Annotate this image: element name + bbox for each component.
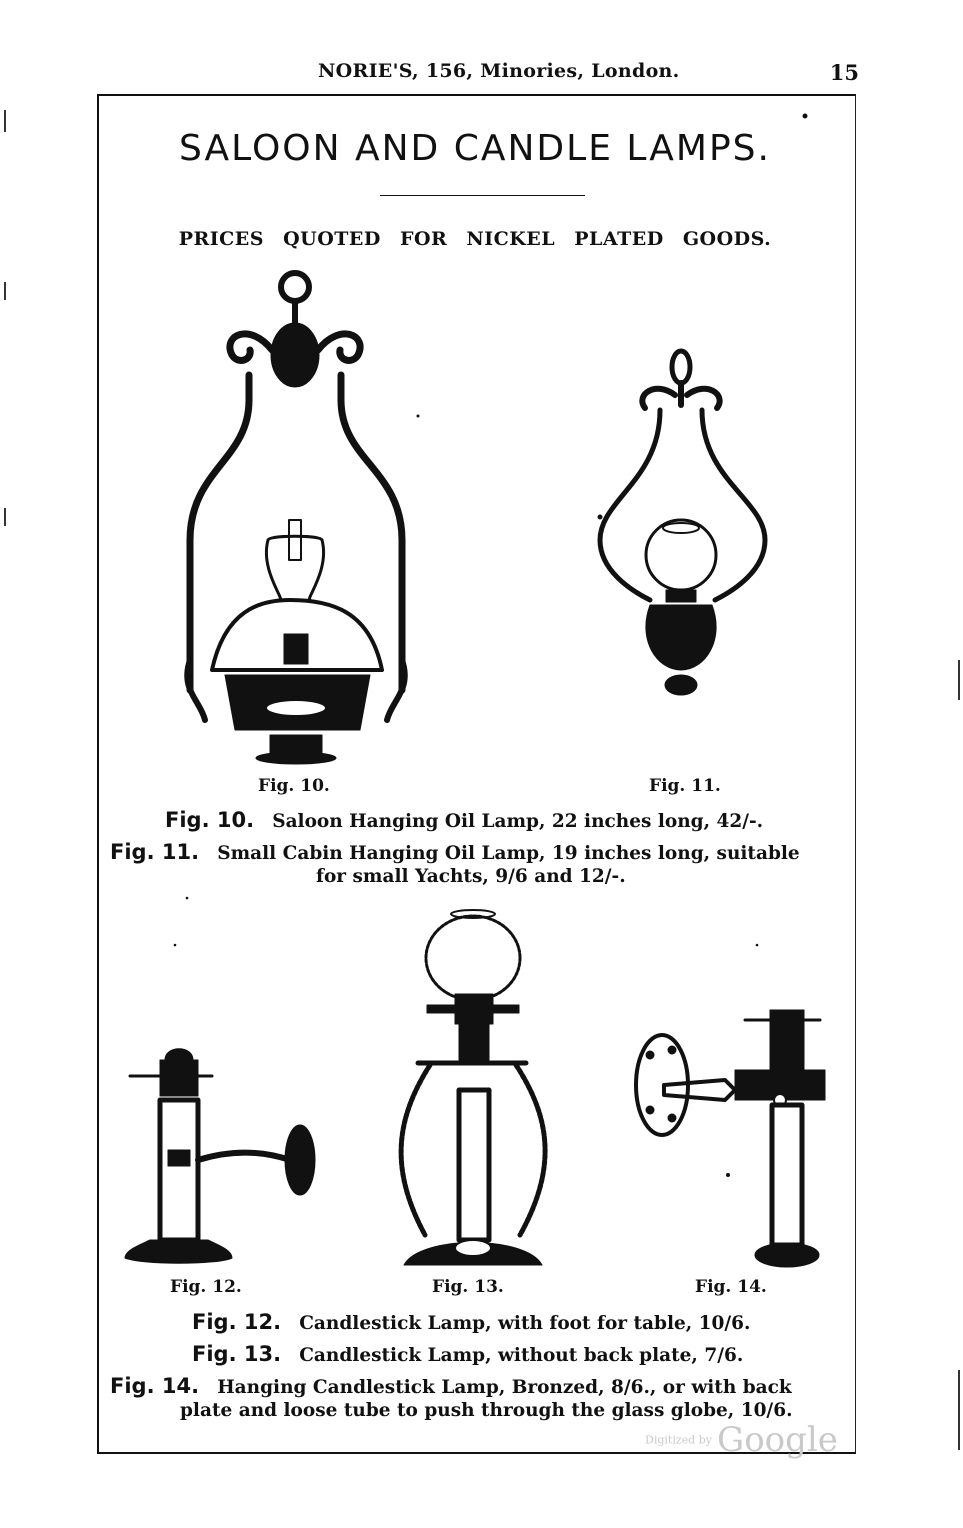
hanging-candlestick-lamp-illustration (636, 1010, 825, 1267)
caption-text: Hanging Candlestick Lamp, Bronzed, 8/6., or with back (217, 1377, 792, 1398)
caption-fig-label: Fig. 14. (110, 1374, 200, 1398)
caption-text: for small Yachts, 9/6 and 12/-. (316, 866, 626, 887)
subtitle: PRICES QUOTED FOR NICKEL PLATED GOODS. (178, 228, 772, 250)
small-cabin-hanging-oil-lamp-illustration (600, 351, 765, 695)
caption-fig-label: Fig. 11. (110, 840, 200, 864)
fig-14-label: Fig. 14. (695, 1277, 767, 1297)
watermark (645, 1420, 838, 1460)
caption-fig-10 (165, 808, 763, 834)
caption-fig-13 (192, 1342, 743, 1368)
fig-13-label: Fig. 13. (432, 1277, 504, 1297)
caption-fig-11-cont (316, 864, 626, 889)
caption-text: plate and loose tube to push through the glass globe, 10/6. (180, 1400, 793, 1421)
caption-text: Candlestick Lamp, with foot for table, 10/6. (299, 1313, 751, 1334)
caption-text: Candlestick Lamp, without back plate, 7/6. (299, 1345, 744, 1366)
watermark-big: Google (717, 1420, 838, 1460)
fig-12-label: Fig. 12. (170, 1277, 242, 1297)
caption-fig-11 (110, 840, 840, 866)
fig-10-label: Fig. 10. (258, 776, 330, 796)
caption-text: Small Cabin Hanging Oil Lamp, 19 inches long, suitable (217, 843, 800, 864)
fig-11-label: Fig. 11. (649, 776, 721, 796)
caption-fig-14 (110, 1374, 840, 1400)
candlestick-lamp-without-back-plate-illustration (401, 910, 545, 1265)
caption-text: Saloon Hanging Oil Lamp, 22 inches long, 42/-. (272, 811, 764, 832)
page-title: SALOON AND CANDLE LAMPS. (179, 128, 771, 169)
saloon-hanging-oil-lamp-illustration (187, 273, 405, 764)
running-title: NORIE'S, 156, Minories, London. (318, 60, 680, 82)
caption-fig-label: Fig. 13. (192, 1342, 282, 1366)
candlestick-lamp-with-foot-illustration (125, 1049, 315, 1264)
caption-fig-label: Fig. 10. (165, 808, 255, 832)
caption-fig-12 (192, 1310, 750, 1336)
caption-fig-label: Fig. 12. (192, 1310, 282, 1334)
watermark-small: Digitized by (645, 1433, 712, 1447)
page-number: 15 (829, 60, 859, 85)
